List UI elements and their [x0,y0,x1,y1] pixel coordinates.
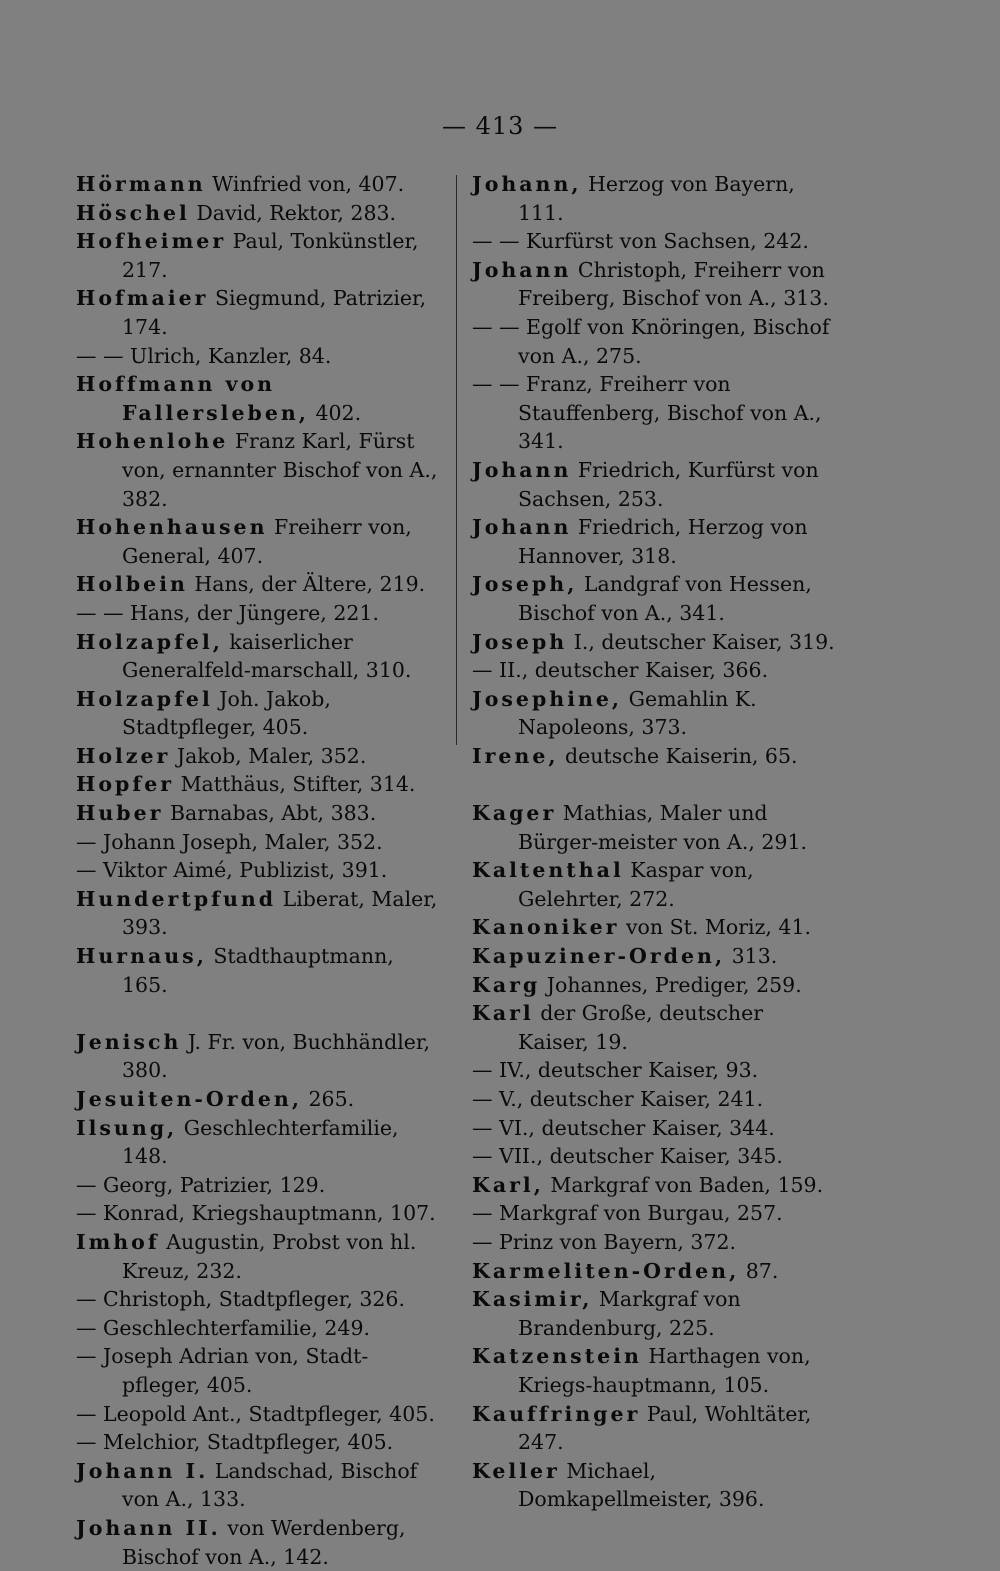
entry-headword: Kapuziner-Orden, [472,944,726,969]
entry-headword: Holzapfel [76,686,213,711]
ditto-dash: — [472,1058,493,1083]
index-entry [472,742,838,771]
entry-text: Markgraf von Brandenburg, 225. [518,1287,741,1340]
section-gap [76,999,442,1028]
entry-text: Freiherr von, General, 407. [122,515,412,568]
entry-headword: Hohenhausen [76,515,268,540]
ditto-dash: — [76,829,97,854]
entry-text: Geschlechterfamilie, 249. [96,1315,370,1340]
index-entry [472,1257,838,1286]
ditto-dash: — [76,1344,97,1369]
index-entry [472,170,838,227]
index-entry [76,284,442,341]
entry-text: Egolf von Knöringen, Bischof von A., 275. [518,314,830,368]
entry-headword: Kauffringer [472,1401,641,1426]
entry-text: 265. [301,1087,355,1111]
entry-text: Konrad, Kriegshauptmann, 107. [96,1201,436,1226]
entry-text: David, Rektor, 283. [189,200,397,225]
entry-text: Christoph, Freiherr von Freiberg, Bischof von A., 313. [518,257,829,311]
entry-headword: Jenisch [76,1029,182,1054]
entry-headword: Karl [472,1001,534,1026]
entry-text: IV., deutscher Kaiser, 93. [492,1058,759,1083]
entry-headword: Holzapfel, [76,629,223,654]
ditto-dash: — — [472,314,520,339]
entry-text: V., deutscher Kaiser, 241. [492,1087,764,1111]
entry-text: Friedrich, Kurfürst von Sachsen, 253. [518,457,819,511]
index-entry [472,1285,838,1342]
index-entry [472,1056,838,1085]
entry-headword: Hörmann [76,172,206,196]
entry-headword: Johann [472,457,572,482]
index-entry [76,742,442,771]
entry-headword: Karg [472,972,541,997]
entry-text: Markgraf von Burgau, 257. [492,1201,783,1226]
entry-text: Michael, Domkapellmeister, 396. [518,1458,765,1512]
entry-text: Geschlechterfamilie, 148. [122,1115,399,1169]
index-entry [472,456,838,513]
ditto-dash: — [472,1144,493,1169]
entry-text: der Große, deutscher Kaiser, 19. [518,1001,763,1054]
entry-headword: Josephine, [472,686,623,711]
page-number: — 413 — [441,112,559,140]
ditto-dash: — [76,1201,97,1226]
entry-headword: Hofmaier [76,286,209,311]
index-entry [472,370,838,456]
index-entry [76,370,442,427]
index-entry [472,1114,838,1143]
index-entry [76,1428,442,1457]
entry-headword: Johann, [472,172,582,196]
index-entry [472,1085,838,1114]
index-entry [472,856,838,913]
entry-text: Barnabas, Abt, 383. [163,801,377,826]
index-entry [472,999,838,1056]
entry-headword: Joseph, [472,572,578,597]
entry-text: Friedrich, Herzog von Hannover, 318. [518,515,808,568]
index-entry [472,1171,838,1200]
entry-text: von St. Moriz, 41. [619,915,812,940]
index-entry [76,828,442,857]
ditto-dash: — — [76,343,124,368]
entry-headword: Johann [472,257,572,282]
entry-text: von Werdenberg, Bischof von A., 142. [122,1515,406,1569]
index-entry [76,1114,442,1171]
ditto-dash: — [472,1229,493,1254]
entry-text: Kurfürst von Sachsen, 242. [519,229,809,254]
index-entry [76,799,442,828]
entry-text: Paul, Tonkünstler, 217. [122,229,419,282]
index-entry [76,770,442,799]
index-entry [76,1285,442,1314]
entry-text: Matthäus, Stifter, 314. [174,772,416,797]
index-entry [472,799,838,856]
entry-text: Joh. Jakob, Stadtpfleger, 405. [122,686,331,740]
entry-headword: Joseph [472,629,568,654]
entry-headword: Kager [472,801,557,826]
index-entry [76,342,442,371]
index-entry [76,628,442,685]
entry-headword: Johann I. [76,1458,209,1483]
index-entry [76,170,442,199]
index-entry [472,942,838,971]
ditto-dash: — — [76,600,124,625]
entry-text: J. Fr. von, Buchhändler, 380. [122,1029,430,1083]
entry-text: Franz Karl, Fürst von, ernannter Bischof von A., 382. [122,429,438,511]
index-entry [76,1342,442,1399]
entry-headword: Johann [472,515,572,540]
entry-headword: Irene, [472,743,559,768]
entry-text: Franz, Freiherr von Stauffenberg, Bischof von A., 341. [518,372,822,454]
index-entry [472,656,838,685]
entry-text: Johann Joseph, Maler, 352. [96,829,383,854]
entry-text: Landschad, Bischof von A., 133. [122,1458,418,1512]
entry-text: VI., deutscher Kaiser, 344. [492,1115,775,1140]
ditto-dash: — [76,1172,97,1197]
ditto-dash: — [76,858,97,883]
entry-headword: Kanoniker [472,915,620,940]
index-entry [76,1514,442,1571]
entry-text: Mathias, Maler und Bürger-meister von A., 291. [518,801,808,854]
ditto-dash: — [472,1201,493,1226]
index-entry [76,1314,442,1343]
entry-headword: Hurnaus, [76,944,207,969]
entry-text: Melchior, Stadtpfleger, 405. [96,1430,394,1455]
index-entry [76,227,442,284]
index-entry [76,1171,442,1200]
entry-headword: Imhof [76,1229,160,1254]
entry-headword: Hohenlohe [76,429,229,454]
entry-headword: Hoffmann von Fallersleben, [76,372,309,425]
entry-headword: Hofheimer [76,229,227,254]
entry-text: 402. [308,400,362,425]
entry-text: Paul, Wohltäter, 247. [518,1401,812,1455]
entry-text: Jakob, Maler, 352. [170,743,367,768]
entry-headword: Holbein [76,572,188,597]
entry-headword: Katzenstein [472,1344,642,1369]
entry-text: Landgraf von Hessen, Bischof von A., 341. [518,572,812,625]
index-entry [472,913,838,942]
index-entry [472,1199,838,1228]
ditto-dash: — [76,1430,97,1455]
section-gap [472,770,838,799]
ditto-dash: — [472,1087,493,1111]
left-index-column [76,170,442,1571]
ditto-dash: — [76,1401,97,1426]
index-entry [76,1457,442,1514]
column-rule [456,175,457,745]
index-entry [76,1400,442,1429]
entry-text: 313. [725,944,778,969]
ditto-dash: — — [472,372,520,397]
entry-headword: Keller [472,1458,560,1483]
index-entry [472,971,838,1000]
ditto-dash: — — [472,229,520,254]
index-entry [472,513,838,570]
entry-headword: Huber [76,801,164,826]
entry-text: I., deutscher Kaiser, 319. [567,629,835,654]
entry-text: deutsche Kaiserin, 65. [558,743,798,768]
entry-headword: Karmeliten-Orden, [472,1258,740,1283]
entry-text: Siegmund, Patrizier, 174. [122,286,427,339]
entry-text: Gemahlin K. Napoleons, 373. [518,686,757,740]
index-entry [472,1342,838,1399]
index-entry [76,1199,442,1228]
entry-text: Winfried von, 407. [205,172,405,196]
index-entry [472,313,838,370]
entry-text: Augustin, Probst von hl. Kreuz, 232. [122,1229,417,1283]
entry-text: Liberat, Maler, 393. [122,886,438,940]
entry-headword: Johann II. [76,1515,221,1540]
entry-headword: Jesuiten-Orden, [76,1087,302,1111]
index-entry [472,1228,838,1257]
entry-headword: Holzer [76,743,171,768]
entry-text: Herzog von Bayern, 111. [518,172,795,225]
right-index-column [472,170,838,1514]
entry-text: Georg, Patrizier, 129. [96,1172,326,1197]
index-entry [76,856,442,885]
index-entry [472,256,838,313]
index-entry [76,685,442,742]
entry-text: Markgraf von Baden, 159. [543,1172,824,1197]
entry-headword: Kaltenthal [472,858,624,883]
index-entry [76,942,442,999]
index-entry [76,570,442,599]
index-entry [76,599,442,628]
entry-text: Viktor Aimé, Publizist, 391. [96,858,388,883]
ditto-dash: — [472,658,493,683]
entry-text: Harthagen von, Kriegs-hauptmann, 105. [518,1344,811,1397]
ditto-dash: — [76,1287,97,1312]
index-entry [76,1085,442,1114]
index-entry [472,227,838,256]
entry-headword: Ilsung, [76,1115,178,1140]
index-entry [76,513,442,570]
entry-text: Stadthauptmann, 165. [122,944,394,997]
index-entry [472,628,838,657]
entry-text: Leopold Ant., Stadtpfleger, 405. [96,1401,435,1426]
index-entry [76,1228,442,1285]
entry-text: Hans, der Jüngere, 221. [123,600,379,625]
ditto-dash: — [76,1315,97,1340]
entry-headword: Höschel [76,200,190,225]
entry-headword: Kasimir, [472,1287,593,1312]
index-entry [472,570,838,627]
index-entry [472,685,838,742]
entry-text: Christoph, Stadtpfleger, 326. [96,1287,405,1312]
entry-text: Ulrich, Kanzler, 84. [123,343,332,368]
ditto-dash: — [472,1115,493,1140]
entry-text: kaiserlicher Generalfeld-marschall, 310. [122,629,412,683]
index-entry [472,1142,838,1171]
index-entry [472,1400,838,1457]
index-entry [76,427,442,513]
entry-text: VII., deutscher Kaiser, 345. [492,1144,783,1169]
entry-text: Johannes, Prediger, 259. [540,972,802,997]
index-entry [76,885,442,942]
entry-headword: Hopfer [76,772,175,797]
entry-text: Prinz von Bayern, 372. [492,1229,737,1254]
entry-headword: Karl, [472,1172,544,1197]
index-entry [76,1028,442,1085]
entry-text: Hans, der Ältere, 219. [187,572,426,597]
entry-text: Kaspar von, Gelehrter, 272. [518,858,754,911]
entry-headword: Hundertpfund [76,886,277,911]
entry-text: 87. [739,1258,779,1283]
entry-text: II., deutscher Kaiser, 366. [492,658,769,683]
index-entry [472,1457,838,1514]
entry-text: Joseph Adrian von, Stadt-pfleger, 405. [96,1344,369,1397]
index-entry [76,199,442,228]
